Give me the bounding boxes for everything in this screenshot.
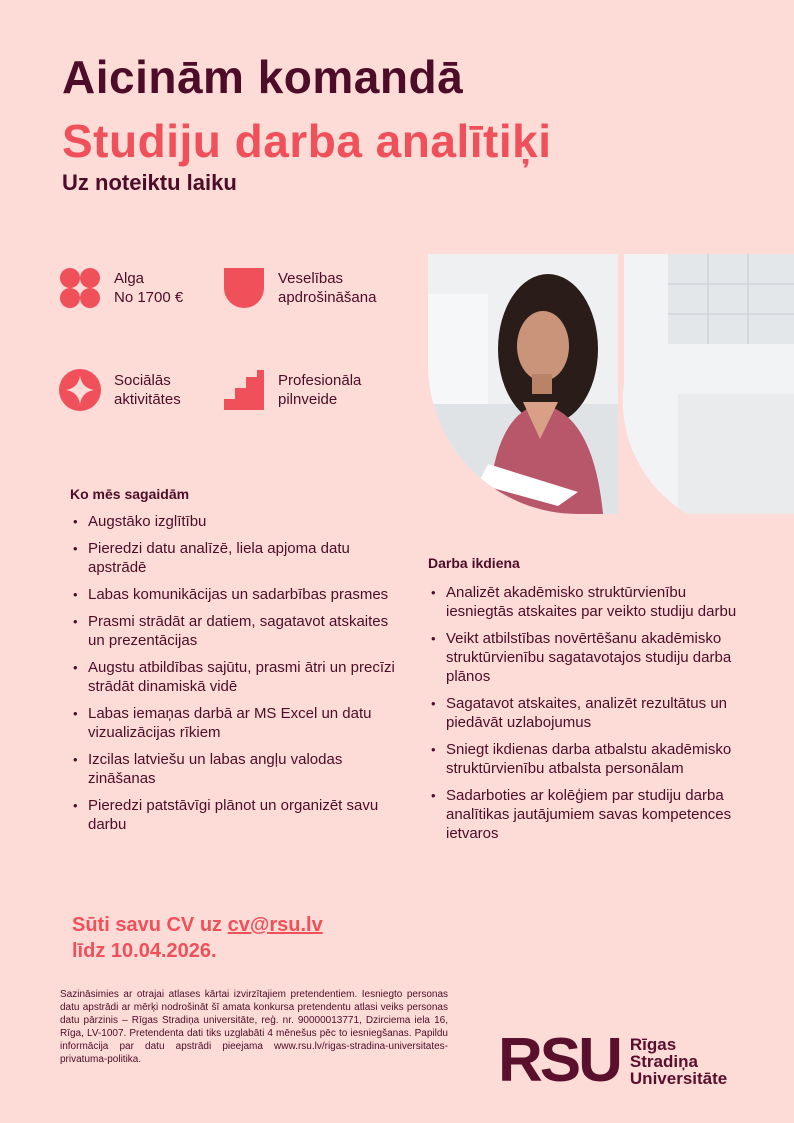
benefit-label: Alga [114,270,145,287]
list-item: • Augstāko izglītību [70,512,400,531]
list-item: • Labas iemaņas darbā ar MS Excel un datu vizualizācijas rīkiem [70,704,400,742]
list-item: • Pieredzi patstāvīgi plānot un organizēt savu darbu [70,796,400,834]
list-item: • Prasmi strādāt ar datiem, sagatavot atskaites un prezentācijas [70,612,400,650]
star-badge-icon [58,368,102,412]
list-item: • Izcilas latviešu un labas angļu valodas zināšanas [70,750,400,788]
benefit-value: apdrošināšana [278,289,377,306]
logo-line: Stradiņa [629,1051,698,1071]
page-title: Aicinām komandā [62,51,464,103]
list-item: • Labas komunikācijas un sadarbības prasmes [70,585,400,604]
duties-section [428,555,740,851]
benefit-label: Veselības [278,270,344,287]
benefit-social [58,368,181,412]
list-item: • Augstu atbildības sajūtu, prasmi ātri un precīzi strādāt dinamiskā vidē [70,658,400,696]
benefit-label: Sociālās [114,372,171,389]
stairs-icon [222,368,266,412]
shield-icon [222,266,266,310]
office-worker-photo [428,254,794,514]
list-item: • Sagatavot atskaites, analizēt rezultātus un piedāvāt uzlabojumus [428,694,740,732]
cta-block [72,912,323,964]
email-link[interactable]: cv@rsu.lv [227,914,323,936]
logo-line: Universitāte [629,1068,728,1088]
list-item: • Pieredzi datu analīzē, liela apjoma datu apstrādē [70,539,400,577]
list-item: • Sadarboties ar kolēģiem par studiju darba analītikas jautājumiem savas kompetences ietvaros [428,786,740,843]
list-item: • Sniegt ikdienas darba atbalstu akadēmisko struktūrvienību atbalsta personālam [428,740,740,778]
benefit-development [222,368,361,412]
duties-list [428,583,740,843]
cta-text: Sūti savu CV uz [72,914,228,936]
cta-deadline: līdz 10.04.2026. [72,940,217,962]
rsu-logo [498,1026,728,1095]
benefit-label: Profesionāla [278,372,362,389]
employment-term: Uz noteiktu laiku [62,170,237,195]
benefit-value: No 1700 € [114,289,184,306]
requirements-section [70,486,400,842]
benefit-salary [58,266,183,310]
position-title: Studiju darba analītiķi [62,115,552,167]
logo-mark: RSU [498,1026,620,1095]
duties-heading: Darba ikdiena [428,555,520,571]
benefit-value: pilnveide [278,391,338,408]
list-item: • Veikt atbilstības novērtēšanu akadēmisko struktūrvienību sagatavotajos studiju darba plānos [428,629,740,686]
requirements-heading: Ko mēs sagaidām [70,486,190,502]
benefit-insurance [222,266,376,310]
privacy-notice: Sazināsimies ar otrajai atlases kārtai izvirzītajiem pretendentiem. Iesniegto personas datu apstrādi ar mērķi nodrošināt šī amata konkursa pretendentu atlasi veiks personas datu pārzinis – Rīgas Stradiņa universitāte, reģ. nr. 90000013771, Dzirciema iela 16, Rīga, LV-1007. Pretendenta dati tiks uzglabāti 4 mēnešus pēc to iesniegšanas. Papildu informācija par datu apstrādi pieejama www.rsu.lv/rigas-stradina-universitates-privatuma-politika. [60,989,448,1065]
flower-icon [58,266,102,310]
benefit-value: aktivitātes [114,391,181,408]
logo-wordmark [630,1036,727,1087]
logo-line: Rīgas [629,1034,677,1054]
list-item: • Analizēt akadēmisko struktūrvienību iesniegtās atskaites par veikto studiju darbu [428,583,740,621]
requirements-list [70,512,400,834]
